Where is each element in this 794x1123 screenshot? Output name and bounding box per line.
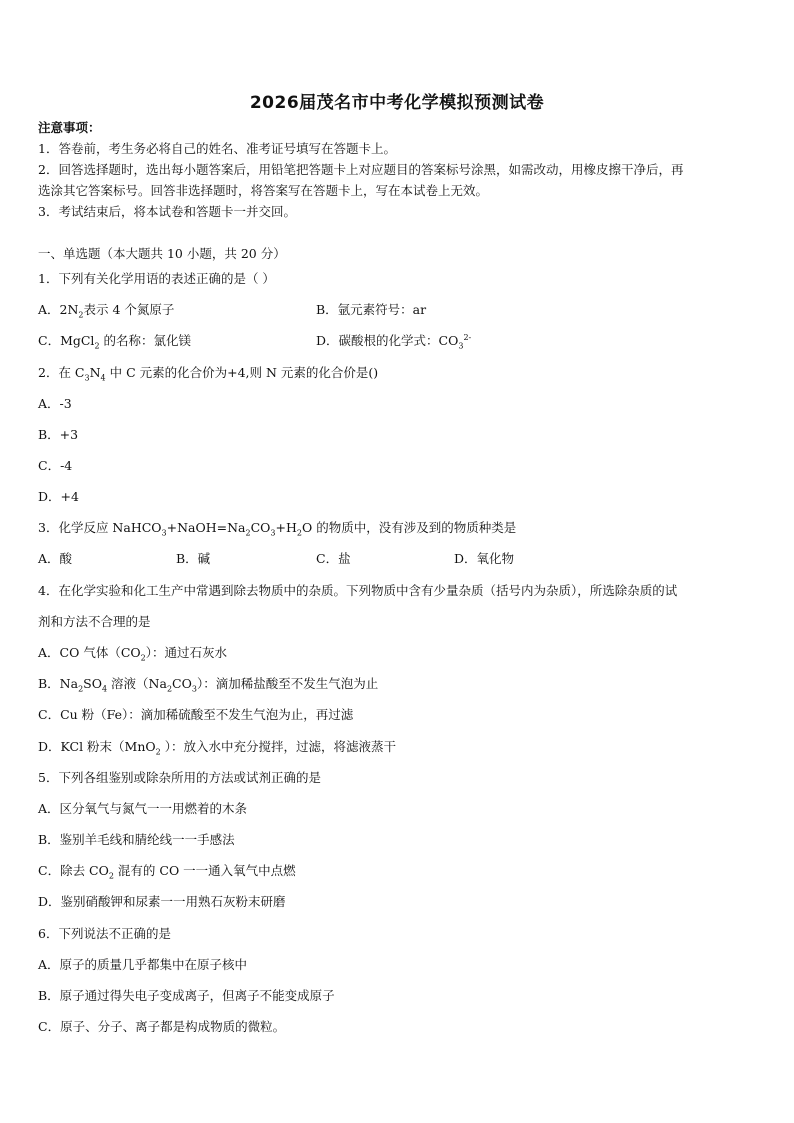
page-title: 2026届茂名市中考化学模拟预测试卷: [249, 93, 545, 113]
question-5-option-d: D．鉴别硝酸钾和尿素一一用熟石灰粉末研磨: [38, 894, 286, 909]
question-1-option-c: C．MgCl$_2$ 的名称：氯化镁: [38, 333, 192, 351]
question-4-option-a: A．CO 气体$(CO_2)$：通过石灰水: [38, 645, 227, 663]
notice-heading: 注意事项：: [38, 120, 101, 135]
notice-item-2: 2．回答选择题时，选出每小题答案后，用铅笔把答题卡上对应题目的答案标号涂黑，如需改动，用橡皮擦干净后，再: [38, 162, 684, 177]
question-4-stem-cont: 剂和方法不合理的是: [38, 614, 151, 629]
question-5-stem: 5．下列各组鉴别或除杂所用的方法或试剂正确的是: [38, 770, 321, 785]
question-6-option-b: B．原子通过得失电子变成离子，但离子不能变成原子: [38, 988, 335, 1003]
notice-item-2-cont: 选涂其它答案标号。回答非选择题时，将答案写在答题卡上，写在本试卷上无效。: [38, 183, 489, 198]
notice-item-3: 3．考试结束后，将本试卷和答题卡一并交回。: [38, 204, 296, 219]
question-3-option-b: B．碱: [176, 551, 211, 566]
question-2-stem: 2．在 $C_3N_4$ 中 C 元素的化合价为+4,则 N 元素的化合价是(): [38, 365, 379, 383]
question-2-option-a: A．-3: [38, 396, 72, 411]
question-1-option-b: B．氩元素符号：ar: [316, 302, 427, 317]
question-5-option-a: A．区分氧气与氮气一一用燃着的木条: [38, 801, 248, 816]
question-2-option-c: C．-4: [38, 458, 73, 473]
question-2-option-b: B．+3: [38, 427, 79, 442]
notice-item-1: 1．答卷前，考生务必将自己的姓名、准考证号填写在答题卡上。: [38, 141, 396, 156]
question-3-stem: 3．化学反应 $NaHCO_3+NaOH=Na_2CO_3+H_2O$ 的物质中，没有涉及到的物质种类是: [38, 520, 517, 538]
question-6-option-a: A．原子的质量几乎都集中在原子核中: [38, 957, 248, 972]
question-4-stem: 4．在化学实验和化工生产中常遇到除去物质中的杂质。下列物质中含有少量杂质（括号内为杂质），所选除杂质的试: [38, 583, 678, 598]
question-4-option-b: B．$Na_2SO_4$ 溶液$(Na_2CO_3)$：滴加稀盐酸至不发生气泡为止: [38, 676, 379, 694]
question-4-option-d: D．KCl 粉末（MnO$_2$ ）：放入水中充分搅拌，过滤，将滤液蒸干: [38, 739, 396, 757]
question-6-stem: 6．下列说法不正确的是: [38, 926, 171, 941]
question-2-option-d: D．+4: [38, 489, 79, 504]
question-1-stem: 1．下列有关化学用语的表述正确的是（ ）: [38, 271, 275, 286]
question-4-option-c: C．Cu 粉（Fe）：滴加稀硫酸至不发生气泡为止，再过滤: [38, 707, 354, 722]
question-1-option-d: D．碳酸根的化学式：$CO_3^{2-}$: [316, 332, 472, 351]
section-heading: 一、单选题（本大题共 10 小题，共 20 分）: [38, 246, 286, 261]
question-6-option-c: C．原子、分子、离子都是构成物质的微粒。: [38, 1019, 286, 1034]
question-5-option-c: C．除去 $CO_2$ 混有的 CO 一一通入氧气中点燃: [38, 863, 296, 881]
question-3-option-c: C．盐: [316, 551, 351, 566]
question-3-option-d: D．氧化物: [454, 551, 515, 566]
question-5-option-b: B．鉴别羊毛线和腈纶线一一手感法: [38, 832, 235, 847]
question-1-option-a: A．$2N_2$表示 4 个氮原子: [38, 302, 175, 320]
question-3-option-a: A．酸: [38, 551, 73, 566]
